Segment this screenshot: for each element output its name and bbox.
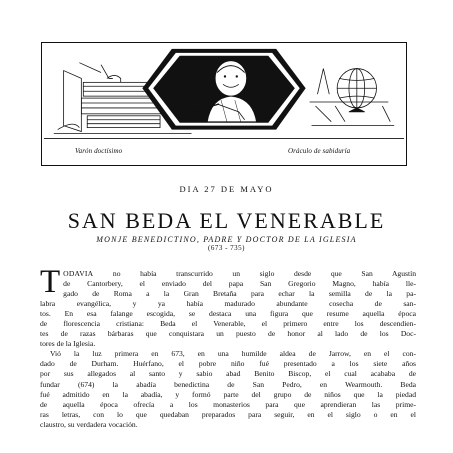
text-line: fundar (674) la abadía benedictina de San Pedro, en Wearmouth. Beda [40,379,416,389]
saint-subtitle: MONJE BENEDICTINO, PADRE Y DOCTOR DE LA IGLESIA [96,235,357,244]
saint-title: SAN BEDA EL VENERABLE [67,208,386,233]
caption-right: Oráculo de sabiduría [288,147,351,155]
paragraph-2-cont [40,359,416,429]
text-line: claustro, su verdadera vocación. [40,419,138,429]
text-line: fué admitido en la abadía, y formó parte del grupo de niños que la piedad [40,389,416,399]
feast-date: DIA 27 DE MAYO [179,184,274,194]
drop-cap: T [40,264,61,300]
lead-word: ODAVIA [63,269,94,278]
text-line: tes de razas bárbaras que conquistara un puesto de honor al lado de los Doc- [40,329,416,339]
text-line: tos. En esa falange escogida, se destaca una figura que resume aquella época [40,309,416,319]
text-line: por sus allegados al santo y sabio abad Benito Biscop, el cual acababa de [40,369,416,379]
text-line: labra evangélica, y ya había madurado abundante cosecha de san- [40,299,416,309]
text-line: ras letras, con lo que quedaban preparados para seguir, en el siglo o en el [40,409,416,419]
text-line: tores de la Iglesia. [40,339,96,349]
text-line: gado de Roma a la Gran Bretaña para echar la semilla de la pa- [63,289,416,299]
paragraph-1 [40,264,416,349]
globe-illustration [310,69,395,126]
header-illustration [41,42,407,166]
text-line: de aquella época ofrecía a los monasterios para que aprendieran las prime- [40,399,416,409]
article-body [40,264,416,430]
text-line: Vió la luz primera en 673, en una humilde aldea de Jarrow, en el con- [50,349,416,359]
text-line: de florescencia cristiana: Beda el Venerable, el primero entre los descendien- [40,319,416,329]
life-years: (673 - 735) [208,244,245,252]
text-line: ODAVIA no había transcurrido un siglo desde que San Agustín [63,269,416,278]
text-line: de Cantorbery, el enviado del papa San Gregorio Magno, había lle- [63,279,416,289]
text-line: dado de Durham. Huérfano, el pobre niño fué presentado a los siete años [40,359,416,369]
caption-left: Varón doctísimo [75,147,123,155]
paragraph-2 [40,349,416,359]
